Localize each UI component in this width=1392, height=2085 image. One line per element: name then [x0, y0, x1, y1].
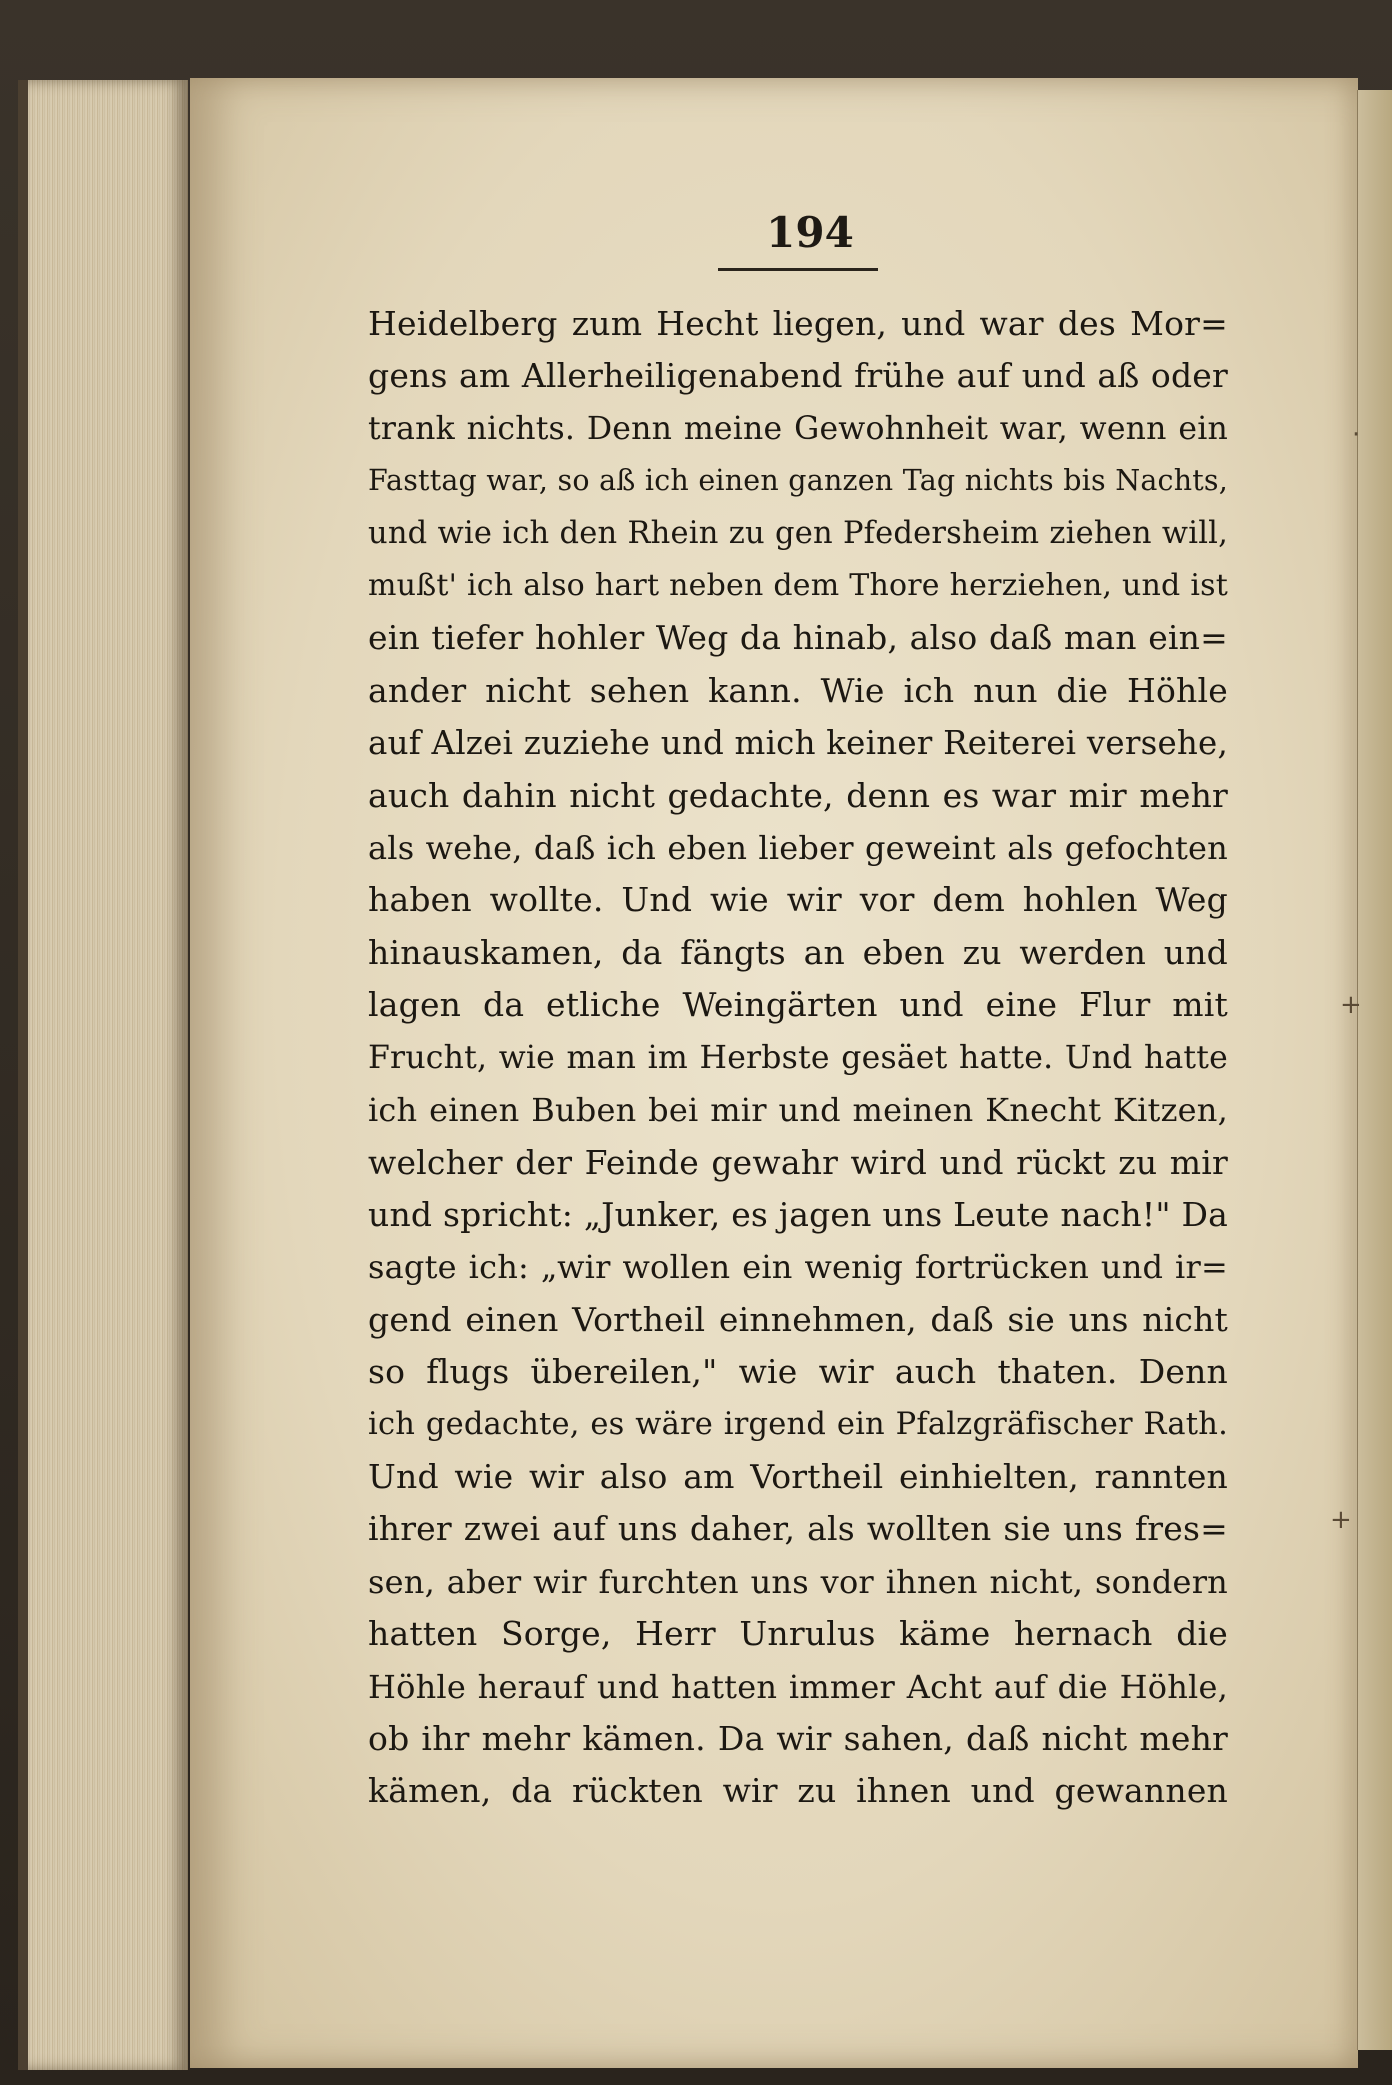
text-line: ihrer zwei auf uns daher, als wollten sie uns fres=: [368, 1509, 1228, 1549]
text-line: welcher der Feinde gewahr wird und rückt zu mir: [368, 1142, 1228, 1182]
text-line: Heidelberg zum Hecht liegen, und war des Mor=: [368, 304, 1228, 343]
text-line: und spricht: „Junker, es jagen uns Leute nach!" Da: [368, 1194, 1228, 1234]
text-line: kämen, da rückten wir zu ihnen und gewannen: [368, 1771, 1228, 1811]
text-line: hinauskamen, da fängts an eben zu werden und: [368, 932, 1228, 972]
text-line: haben wollte. Und wie wir vor dem hohlen Weg: [368, 880, 1228, 920]
text-line: Und wie wir also am Vortheil einhielten, rannten: [368, 1456, 1228, 1496]
text-line: hatten Sorge, Herr Unrulus käme hernach die: [368, 1614, 1228, 1654]
margin-mark: +: [1340, 990, 1362, 1020]
text-line: gend einen Vortheil einnehmen, daß sie uns nicht: [368, 1299, 1228, 1339]
text-line: gens am Allerheiligenabend frühe auf und aß oder: [368, 356, 1228, 396]
body-text: [368, 298, 1228, 1818]
text-line: ich gedachte, es wäre irgend ein Pfalzgräfischer Rath.: [368, 1406, 1228, 1442]
margin-mark: ·: [1352, 420, 1361, 450]
text-line: auch dahin nicht gedachte, denn es war mir mehr: [368, 775, 1228, 815]
text-line: ob ihr mehr kämen. Da wir sahen, daß nicht mehr: [368, 1718, 1228, 1758]
text-line: ein tiefer hohler Weg da hinab, also daß man ein=: [368, 618, 1228, 658]
text-line: und wie ich den Rhein zu gen Pfedersheim ziehen will,: [368, 515, 1228, 551]
page-number-rule: [718, 268, 878, 271]
text-line: sagte ich: „wir wollen ein wenig fortrücken und ir=: [368, 1248, 1228, 1287]
text-line: Frucht, wie man im Herbste gesäet hatte. Und hatte: [368, 1039, 1228, 1076]
next-page-edge: [1357, 90, 1392, 2050]
text-line: lagen da etliche Weingärten und eine Flur mit: [368, 985, 1228, 1025]
text-line: ich einen Buben bei mir und meinen Knecht Kitzen,: [368, 1091, 1228, 1130]
text-line: trank nichts. Denn meine Gewohnheit war, wenn ein: [368, 410, 1228, 447]
text-line: Höhle herauf und hatten immer Acht auf die Höhle,: [368, 1667, 1228, 1706]
text-line: Fasttag war, so aß ich einen ganzen Tag nichts bis Nachts,: [368, 464, 1228, 498]
page-number: 194: [766, 208, 854, 257]
page-edges: [18, 80, 188, 2070]
text-line: auf Alzei zuziehe und mich keiner Reiterei versehe,: [368, 724, 1228, 763]
text-line: so flugs übereilen," wie wir auch thaten. Denn: [368, 1352, 1228, 1392]
margin-mark: +: [1330, 1505, 1352, 1535]
text-line: sen, aber wir furchten uns vor ihnen nicht, sondern: [368, 1562, 1228, 1601]
text-line: als wehe, daß ich eben lieber geweint als gefochten: [368, 829, 1228, 868]
text-line: ander nicht sehen kann. Wie ich nun die Höhle: [368, 670, 1228, 710]
text-line: mußt' ich also hart neben dem Thore herziehen, und ist: [368, 568, 1228, 604]
